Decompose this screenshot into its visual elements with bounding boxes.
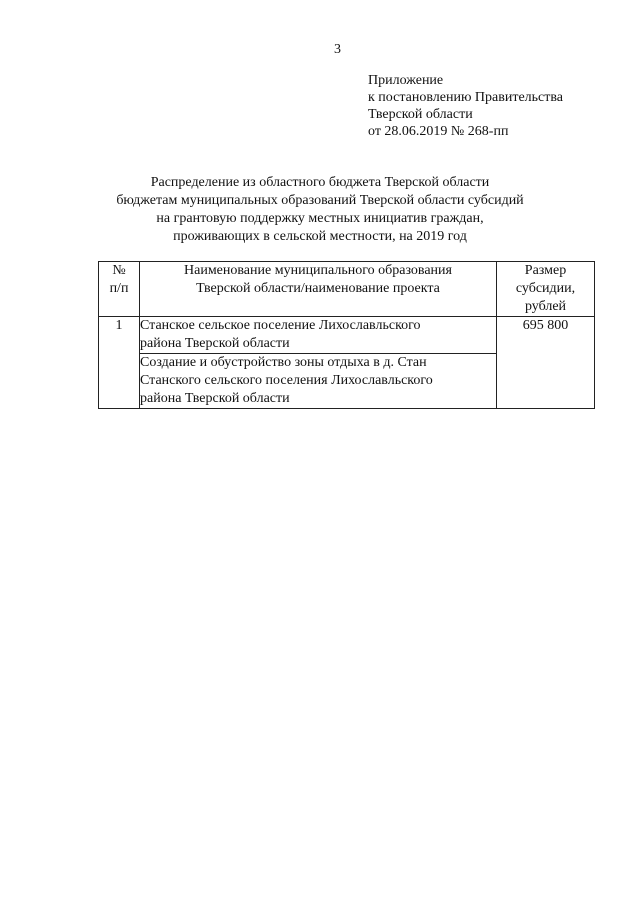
appendix-date-number: от 28.06.2019 № 268-пп bbox=[368, 124, 509, 139]
appendix-line: к постановлению Правительства bbox=[368, 90, 564, 105]
header-name: Наименование муниципального образования Тверской области/наименование проекта bbox=[140, 262, 497, 317]
document-title bbox=[0, 174, 640, 246]
title-line: проживающих в сельской местности, на 2019 год bbox=[173, 229, 467, 244]
page-number: 3 bbox=[334, 42, 341, 57]
header-amount: Размер субсидии, рублей bbox=[497, 262, 595, 317]
appendix-line: Тверской области bbox=[368, 107, 473, 122]
title-line: на грантовую поддержку местных инициатив граждан, bbox=[156, 211, 484, 226]
project-name: Создание и обустройство зоны отдыха в д. Стан Станского сельского поселения Лихославльского района Тверской области bbox=[140, 354, 497, 409]
table-row bbox=[99, 317, 595, 354]
header-number: № п/п bbox=[99, 262, 140, 317]
municipality-name: Станское сельское поселение Лихославльского района Тверской области bbox=[140, 317, 497, 354]
subsidy-amount: 695 800 bbox=[497, 317, 595, 409]
title-line: Распределение из областного бюджета Тверской области bbox=[150, 175, 490, 190]
appendix-header bbox=[368, 72, 563, 140]
title-line: бюджетам муниципальных образований Тверской области субсидий bbox=[116, 193, 524, 208]
table-header-row bbox=[99, 262, 595, 317]
appendix-line: Приложение bbox=[368, 73, 444, 88]
subsidy-table bbox=[98, 261, 595, 409]
row-number: 1 bbox=[99, 317, 140, 409]
